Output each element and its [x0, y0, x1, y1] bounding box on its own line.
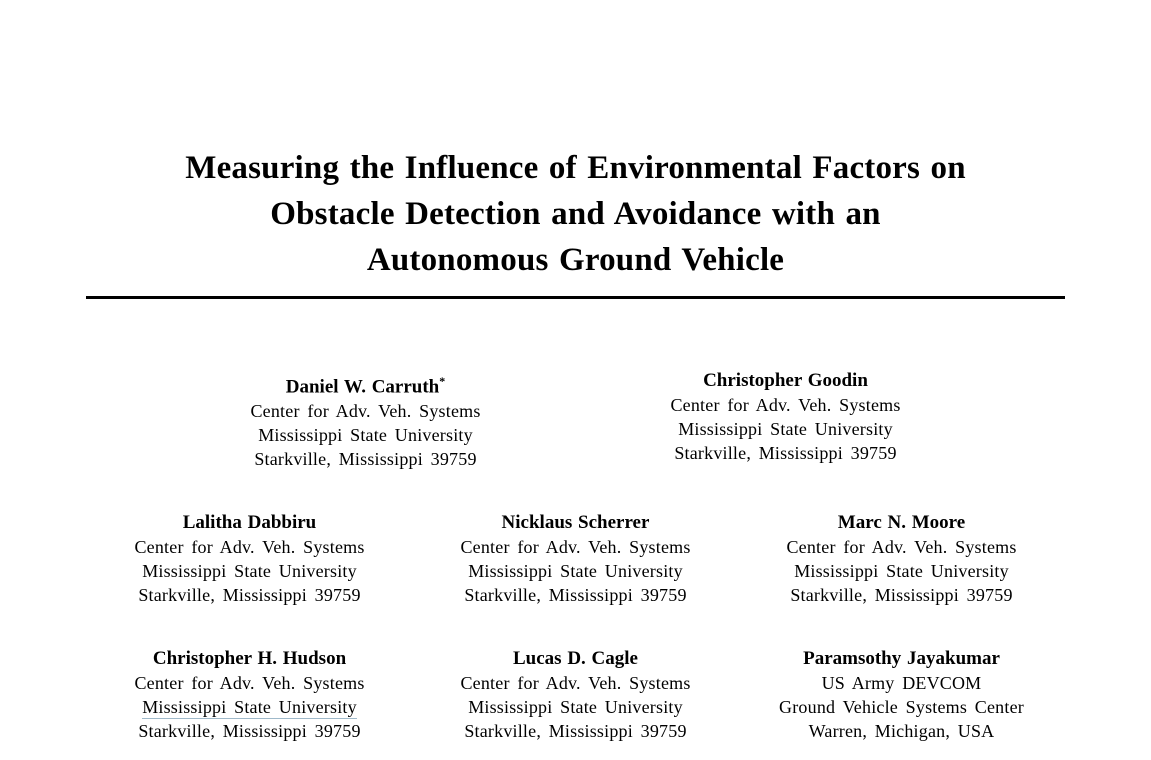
university-link[interactable]: Mississippi State University — [142, 697, 357, 718]
affiliation-line: Warren, Michigan, USA — [808, 721, 995, 742]
author-name: Marc N. Moore — [837, 512, 966, 534]
affiliation-line: Mississippi State University — [258, 425, 473, 446]
affiliation-line: Center for Adv. Veh. Systems — [134, 673, 365, 694]
author-name: Nicklaus Scherrer — [501, 512, 650, 534]
author-name: Paramsothy Jayakumar — [803, 648, 1000, 670]
author-name: Christopher Goodin — [703, 370, 868, 391]
author-block-goodin — [631, 369, 941, 471]
affiliation-line: Starkville, Mississippi 39759 — [674, 443, 897, 463]
affiliation-line: Mississippi State University — [794, 561, 1009, 582]
affiliation-line: Mississippi State University — [142, 561, 357, 582]
affiliation-line: Starkville, Mississippi 39759 — [254, 449, 477, 470]
author-block-hudson — [95, 647, 405, 743]
author-block-cagle — [421, 647, 731, 743]
affiliation-line: Ground Vehicle Systems Center — [779, 697, 1024, 718]
author-name: Lucas D. Cagle — [513, 648, 638, 670]
affiliation-line: Center for Adv. Veh. Systems — [250, 401, 481, 422]
author-block-moore — [747, 511, 1057, 607]
affiliation-line: Starkville, Mississippi 39759 — [790, 585, 1013, 606]
paper-title-line: Autonomous Ground Vehicle — [366, 242, 785, 278]
affiliation-line: Center for Adv. Veh. Systems — [134, 537, 365, 558]
footnote-marker: * — [439, 374, 446, 388]
affiliation-line: Starkville, Mississippi 39759 — [138, 585, 361, 606]
affiliation-line: Mississippi State University — [468, 697, 683, 718]
paper-title — [0, 0, 1151, 283]
affiliation-line: Starkville, Mississippi 39759 — [138, 721, 361, 742]
author-row-1 — [0, 369, 1151, 471]
affiliation-line: Center for Adv. Veh. Systems — [786, 537, 1017, 558]
author-block-jayakumar — [747, 647, 1057, 743]
author-row-3 — [0, 647, 1151, 743]
paper-title-line: Obstacle Detection and Avoidance with an — [270, 196, 881, 232]
affiliation-line: Starkville, Mississippi 39759 — [464, 585, 687, 606]
affiliation-line: Center for Adv. Veh. Systems — [460, 673, 691, 694]
affiliation-line: Mississippi State University — [468, 561, 683, 582]
affiliation-line: Center for Adv. Veh. Systems — [670, 395, 901, 415]
affiliation-line: Starkville, Mississippi 39759 — [464, 721, 687, 742]
author-name — [211, 369, 521, 399]
affiliation-line: US Army DEVCOM — [821, 673, 982, 694]
author-name: Christopher H. Hudson — [152, 648, 347, 670]
author-block-dabbiru — [95, 511, 405, 607]
author-row-2 — [0, 511, 1151, 607]
author-name-text: Daniel W. Carruth — [285, 376, 440, 398]
affiliation-line: Mississippi State University — [678, 419, 893, 439]
author-block-carruth — [211, 369, 521, 471]
paper-title-line: Measuring the Influence of Environmental Factors on — [185, 150, 966, 186]
author-section — [0, 369, 1151, 743]
author-name: Lalitha Dabbiru — [182, 512, 317, 534]
title-rule — [86, 296, 1065, 299]
affiliation-line: Center for Adv. Veh. Systems — [460, 537, 691, 558]
author-block-scherrer — [421, 511, 731, 607]
